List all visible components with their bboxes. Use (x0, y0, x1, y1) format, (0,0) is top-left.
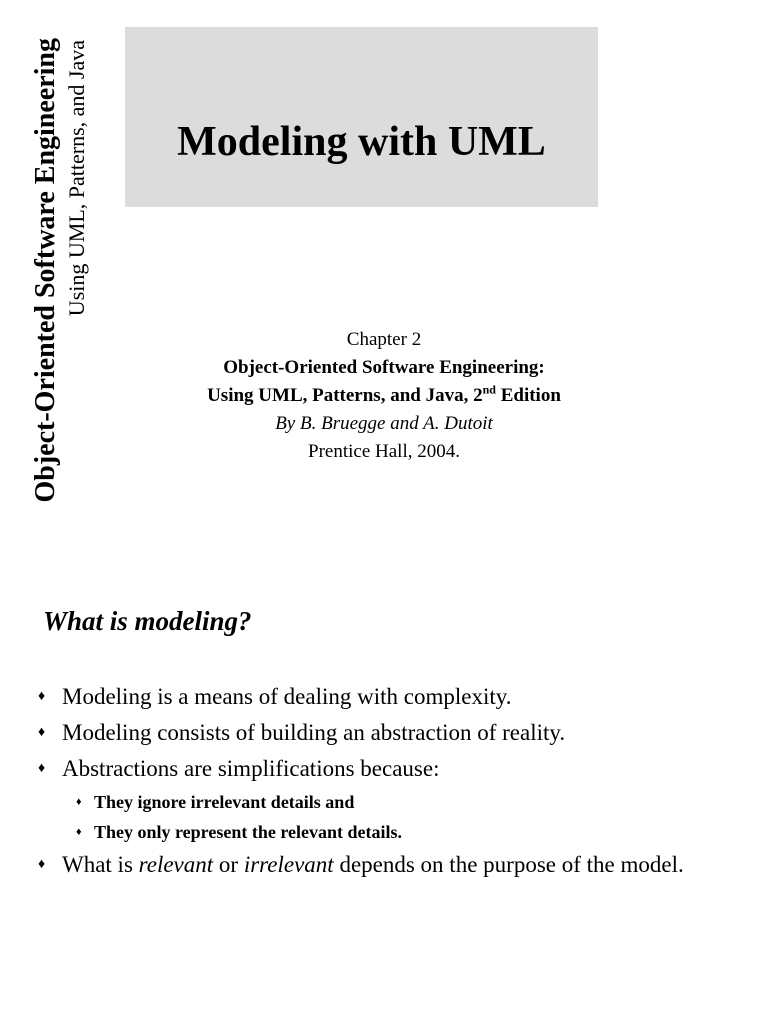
book-title: Object-Oriented Software Engineering: (223, 357, 545, 378)
side-title (29, 38, 99, 538)
section-heading: What is modeling? (43, 606, 252, 636)
authors: By B. Bruegge and A. Dutoit (275, 413, 493, 434)
publisher: Prentice Hall, 2004. (308, 441, 460, 462)
diamond-bullet-icon: ♦ (38, 857, 46, 872)
edition-superscript: nd (482, 382, 496, 397)
list-item-text: Modeling consists of building an abstraction of reality. (62, 720, 566, 745)
chapter-number: Chapter 2 (346, 329, 422, 350)
text-segment: depends on the purpose of the model. (333, 852, 684, 877)
title-box (125, 27, 598, 207)
list-item (38, 851, 738, 878)
list-item-text (62, 852, 684, 877)
list-item (38, 755, 738, 782)
bullet-list (38, 683, 738, 887)
sub-list-item-text: They only represent the relevant details. (94, 822, 402, 842)
page-title: Modeling with UML (177, 119, 546, 165)
diamond-bullet-icon: ♦ (76, 826, 82, 838)
list-item-text: Abstractions are simplifications because: (62, 756, 440, 781)
diamond-bullet-icon: ♦ (38, 689, 46, 704)
list-item-text: Modeling is a means of dealing with complexity. (62, 684, 512, 709)
emphasis-relevant: relevant (138, 852, 214, 877)
chapter-info (125, 326, 643, 466)
diamond-bullet-icon: ♦ (38, 725, 46, 740)
sub-list-item (38, 791, 738, 813)
diamond-bullet-icon: ♦ (38, 761, 46, 776)
book-subtitle (125, 382, 643, 410)
book-subtitle-suffix: Edition (495, 385, 561, 406)
list-item (38, 719, 738, 746)
text-segment: What is (62, 852, 139, 877)
sub-list-item (38, 821, 738, 843)
book-subtitle-prefix: Using UML, Patterns, and Java, 2 (207, 385, 483, 406)
side-title-sub: Using UML, Patterns, and Java (64, 40, 89, 317)
side-title-rotated (29, 38, 99, 538)
sub-list-item-text: They ignore irrelevant details and (94, 792, 355, 812)
text-segment: or (213, 852, 244, 877)
side-title-main: Object-Oriented Software Engineering (30, 38, 61, 503)
emphasis-irrelevant: irrelevant (243, 852, 334, 877)
diamond-bullet-icon: ♦ (76, 796, 82, 808)
list-item (38, 683, 738, 710)
